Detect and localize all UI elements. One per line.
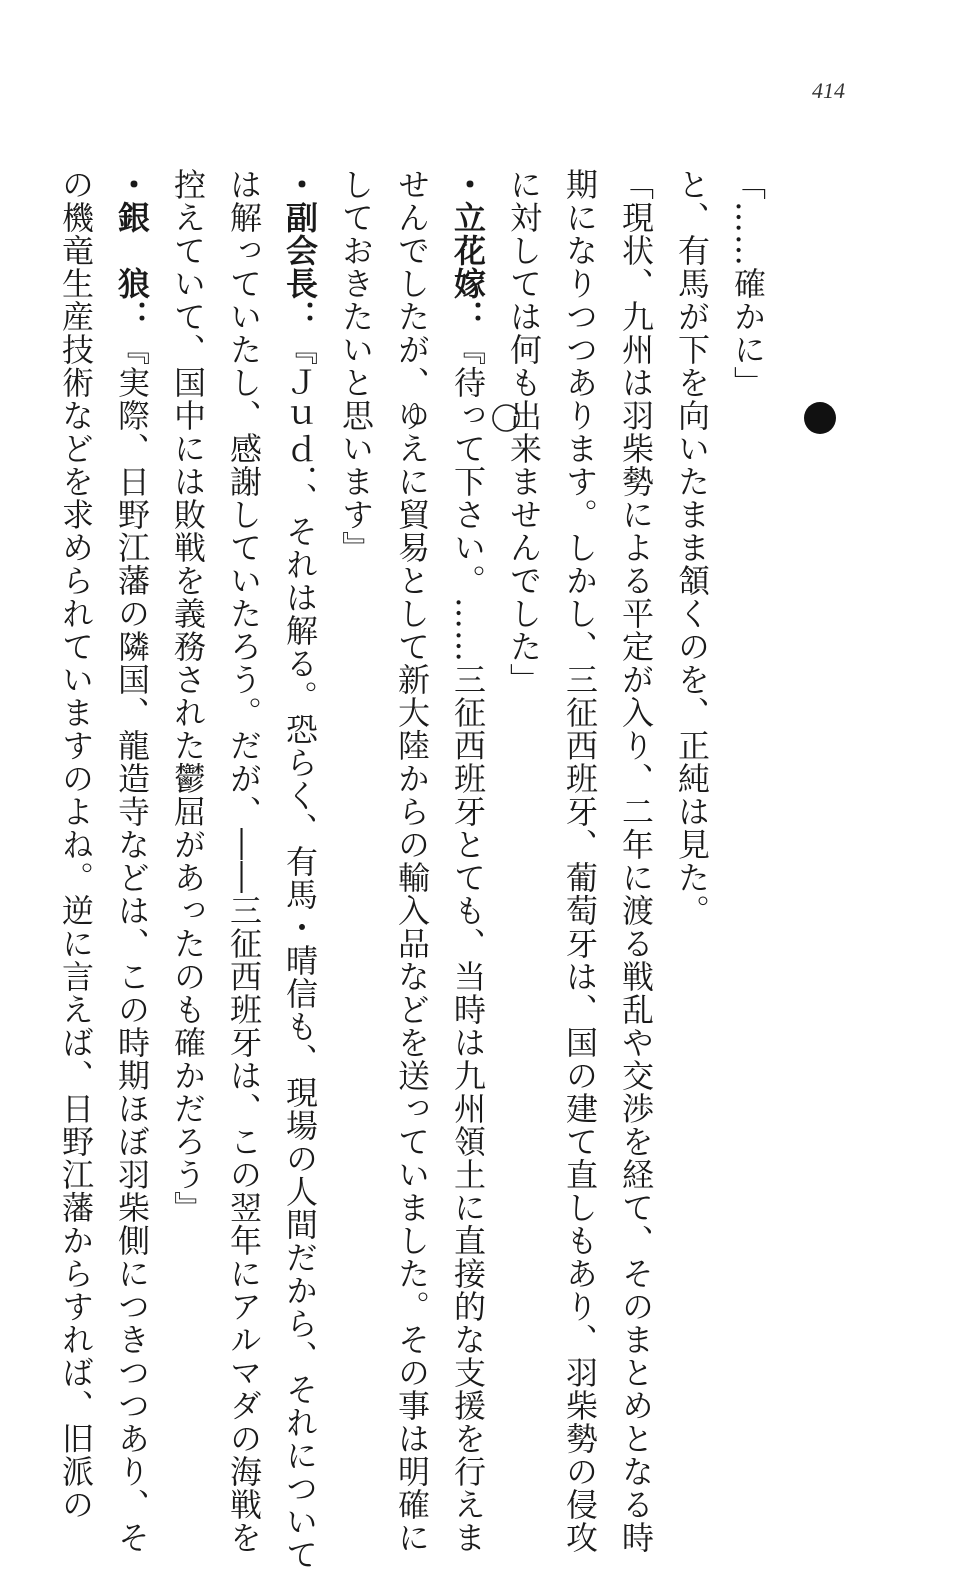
dialogue-text: 『実際、日野江藩の隣国、龍造寺などは、この時期ほぼ羽柴側につきつつあり、そ (113, 333, 151, 1554)
dialogue-text: 『待って下さい。……三征西班牙とても、当時は九州領土に直接的な支援を行えま (449, 333, 487, 1554)
speaker-label: ・銀 狼： (113, 168, 151, 333)
text-line: 「現状、九州は羽柴勢による平定が入り、二年に渡る戦乱や交渉を経て、そのまとめとなる時 (617, 168, 655, 1554)
dialogue-line (160, 168, 216, 1278)
speaker-label: ・副会長： (281, 168, 319, 333)
body-text (48, 168, 776, 1571)
dialogue-text: の機竜生産技術などを求められていますのよね。逆に言えば、日野江藩からすれば、旧派の (57, 168, 95, 1521)
page-number: 414 (812, 78, 845, 103)
text-line: 「……確かに」 (729, 168, 767, 399)
filled-circle-icon (802, 400, 838, 436)
speaker-label: ・立花嫁： (449, 168, 487, 333)
dialogue-text: 控えていて、国中には敗戦を義務された鬱屈があったのも確かだろう』 (169, 168, 207, 1224)
dialogue-line (48, 168, 104, 1521)
dialogue-text: せんでしたが、ゆえに貿易として新大陸からの輸入品などを送っていました。その事は明確に (393, 168, 431, 1554)
dialogue-text: 『Ｊｕｄ．、それは解る。恐らく、有馬・晴信も、現場の人間だから、それについて (281, 333, 319, 1571)
text-line: と、有馬が下を向いたまま頷くのを、正純は見た。 (673, 168, 711, 927)
dialogue-line (384, 168, 440, 1554)
text-line: に対しては何も出来ませんでした」 (505, 168, 543, 696)
dialogue-line (328, 168, 384, 1278)
dialogue-text: は解っていたし、感謝していたろう。だが、――三征西班牙は、この翌年にアルマダの海戦を (225, 168, 263, 1554)
text-line: 期になりつつあります。しかし、三征西班牙、葡萄牙は、国の建て直しもあり、羽柴勢の侵攻 (561, 168, 599, 1554)
dialogue-text: しておきたいと思います』 (337, 168, 375, 564)
dialogue-line (104, 168, 160, 1554)
dialogue-line (272, 168, 328, 1571)
dialogue-line (440, 168, 496, 1554)
dialogue-line (216, 168, 272, 1554)
